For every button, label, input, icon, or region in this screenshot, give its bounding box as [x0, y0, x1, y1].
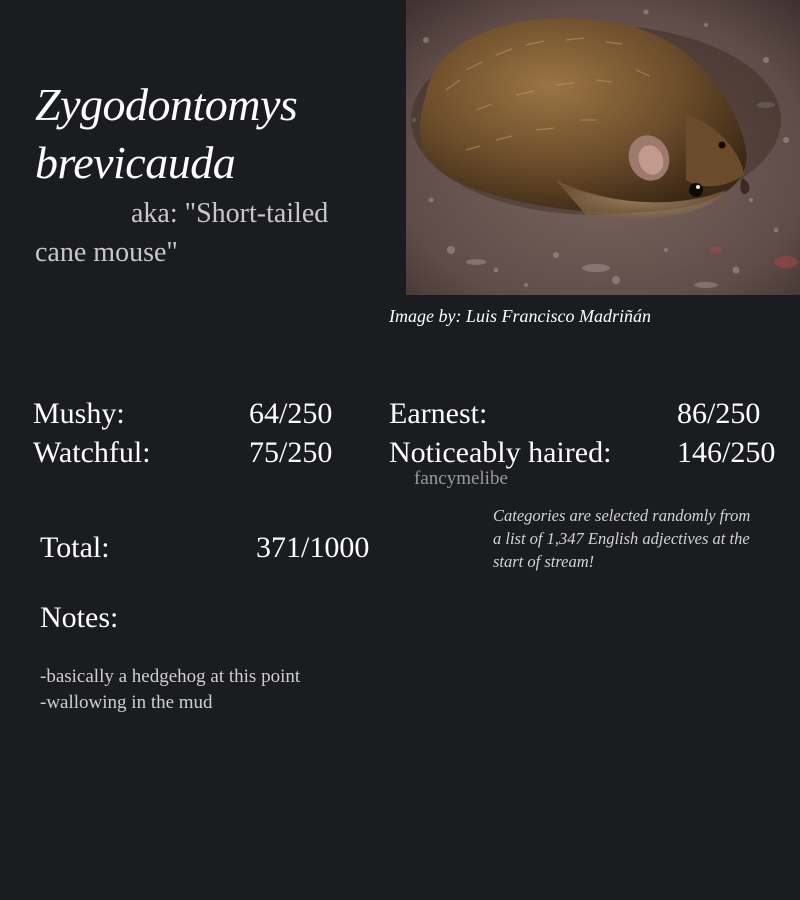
stat-value-earnest: 86/250 [677, 397, 761, 430]
notes-list [40, 664, 300, 716]
image-credit: Image by: Luis Francisco Madriñán [389, 306, 651, 326]
stat-value-noticeably-haired: 146/250 [677, 436, 776, 469]
note-item: -basically a hedgehog at this point [40, 666, 301, 687]
animal-photo [406, 0, 800, 295]
stat-value-mushy: 64/250 [249, 397, 333, 430]
stat-label-watchful: Watchful: [33, 436, 151, 469]
watermark: fancymelibe [414, 468, 508, 489]
common-name: aka: "Short-tailed cane mouse" [35, 198, 329, 268]
total-label: Total: [40, 531, 110, 564]
scientific-name-genus: Zygodontomys [35, 79, 298, 130]
mouse-photo-illustration [406, 0, 800, 295]
stat-label-noticeably-haired: Noticeably haired: [389, 436, 612, 469]
scientific-name-species: brevicauda [35, 137, 236, 188]
total-value: 371/1000 [256, 531, 370, 564]
species-title [35, 76, 385, 192]
note-item: -wallowing in the mud [40, 692, 213, 713]
stat-label-mushy: Mushy: [33, 397, 125, 430]
notes-heading: Notes: [40, 601, 119, 634]
stat-label-earnest: Earnest: [389, 397, 488, 430]
stat-value-watchful: 75/250 [249, 436, 333, 469]
categories-note: Categories are selected randomly from a list of 1,347 English adjectives at the start of stream! [493, 506, 751, 571]
